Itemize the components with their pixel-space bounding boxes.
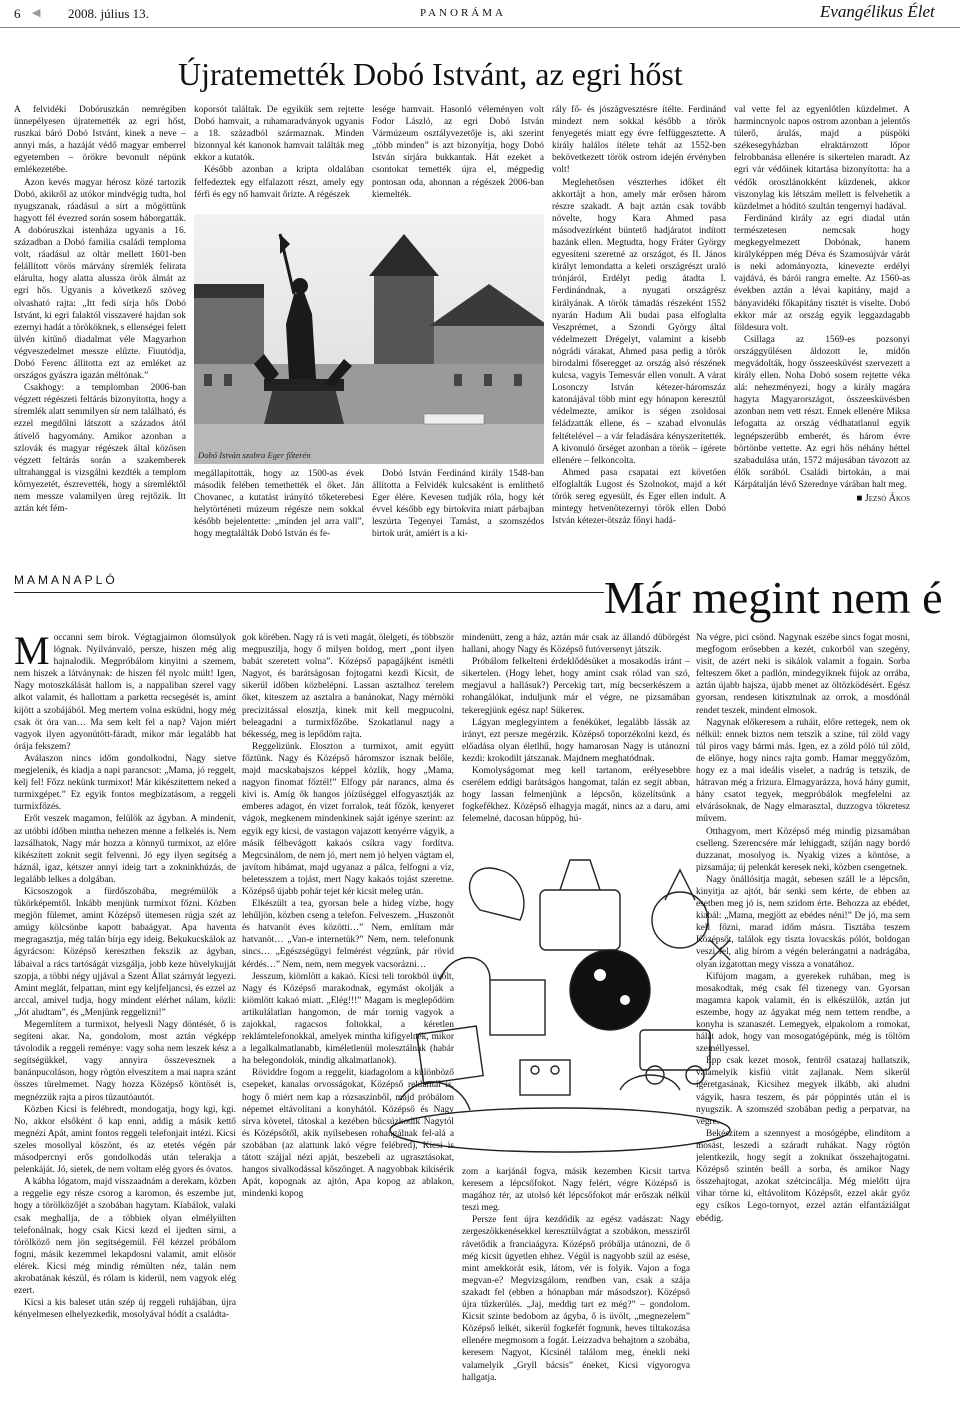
paragraph: Persze fent újra kezdődik az egész vadászat: Nagy zergeszökkenésekkel keresztülvágtat a szobákon, messziről rávetődik a franciaágyra. Középső próbálja utánozni, de ő még kicsit ügyetlen ehhez. Végül is nagyobb szül az esése, mint amekkorát esik, látom, vér is folyik. Vajon a foga megvan-e? Megvizsgálom, rendben van, csak a szája szakadt fel (ebben a hónapban már másodszor). Középső újra tűzkerülés. „Jaj, meddig tart ez még?” – gondolom. Kicsit szinte bedobom az ágyba, ő is üvölt, „megnezelem” Középső lelkét, sikerül fogkefét fognunk, heves tiltakozása ellenére megmosom a fogát. Leizzadva behajtom a szobába, keresem Nagyot, Kicsinél találom meg, énekli neki valamelyik „Gryll bácsis” éneket, Kicsi vigyorogva hallgatja.: [462, 1215, 690, 1383]
paragraph: val vette fel az egyenlőtlen küzdelmet. A harmincnyolc napos ostrom azonban a jelentős túlerő, árulás, majd a püspöki székesegyházban elraktározott lőpor felrobbanása ellenére is sikertelen maradt. Az egri vár védőinek kitartása bizonyította: ha a védők oroszlánokként küzdenek, akkor viszonylag kis létszám mellett is felvehetik a küzdelmet a hódító szultán tengernyi hadával.: [734, 105, 910, 212]
paragraph: Na végre, pici csönd. Nagynak eszébe sincs fogat mosni, megfogom erősebben a kezét, cukorból van szegény, visit, de azért neki is sikálok valamit a fogain. Sorba felteszem őket a padlón, mindegyiknek fújok az orrába, aztán újabb hajsza, újabb menet az öltözködésért. Egész gyorsan, rendesen kitisztulnak az orrok, a mosdónál rendet teszek, mindent elmosok.: [696, 633, 910, 716]
paragraph: Megemlítem a turmixot, helyesli Nagy döntését, ő is segíteni akar. Na, gondolom, most aztán végképp távolodik a reggeli reménye: vagy soha nem leszek kész a segítségükkel, vagy annyira összevesznek a banánpucoláson, hogy rögtön elveszítem a mai napra szánt összes türelmemet. Nagy hozza Középső köntösét is, megnézzük rajta a piros tűzautóautót.: [14, 1020, 236, 1103]
author-name: Jezsó Ákos: [864, 493, 910, 504]
paragraph: Később azonban a kripta oldalában felfedeztek egy elfalazott részt, amely egy férfi és egy nő hamvait őrizte. A régészek: [194, 165, 364, 200]
paragraph: Dobó István Ferdinánd király 1548-ban állította a Felvidék kulcsaként is említhető Eger élére. Kevesen tudják róla, hogy két évvel később egy birtokvita miatt párbajban leszúrta Tegenyei Tamást, a szomszédos birtok urát, amiért is a ki-: [372, 469, 544, 540]
paragraph: Erőt veszek magamon, felülök az ágyban. A mindenit, az utóbbi időben mintha nehezen menne a felkelés is. Nem lazsálhatok, Nagy már hozza a könnyű turmixot, az előre kikészített zoknit segít felvenni. Jó egy ilyen segítség a háznál, igaz, kétszer annyi ideig tart a zokninkhúzás, de legalább lelkes a dolgában.: [14, 814, 236, 885]
paragraph: Bekészítem a szennyest a mosógépbe, elindítom a mosást, leszedi a száradt ruhákat. Nagy rögtön jelentkezik, hogy segít a zoknikat összehajtogatni. Középső szintén beáll a sorba, és amikor Nagy összehajtogat, azokat szétcincálja. Még mielőtt újra vihar törne ki, eltávolítom Középsőt, ezzel akár győz egy csíkos Lego-tornyot, ezzel aztán elfantáziálgat ebédig.: [696, 1128, 910, 1224]
paragraph: Ahmed pasa csapatai ezt követően elfoglalták Lugost és Szolnokot, majd a két török sereg egyesült, és Eger ellen indult. A mintegy hetvenötezernyi török ellen Dobó István kétezer-ötszáz főnyi hadá-: [552, 467, 726, 527]
paragraph: A kábha lógatom, majd visszaadnám a derekam, közben a reggelie egy része csorog a karomon, és eszembe jut, hogy a törölközőjét a szobában hagytam. Kiabálok, valaki csak meghallja, de a többiek olyan elmélyülten telefonálnak, hogy csak Kicsi kezd el ijedten sírni, a törölköző nem jön segítségemül. Fél kézzel próbálom fogni, másik kezemmel lekapdosni valamit, amit elösör elérek. Kicsi még mindig rémülten néz, talán nem akrobatának készül, és rólam is kiderül, nem vagyok elég ezert.: [14, 1177, 236, 1297]
paragraph: leségе hamvait. Hasonló véleményen volt Fodor László, az egri Dobó István Vármúzeum osztályvezetője is, aki szerint „több minden” is azt bizonyítja, hogy Dobó István sírjára bukkantak. Hát ezeket a csontokat temették újra el, mégpedig pontosan oda, ahonnan a régészek 2006-ban kiemelték.: [372, 105, 544, 200]
article2-column-3-bottom: [462, 1166, 690, 1410]
article1-column-1: [14, 104, 186, 560]
paragraph: Aválaszon nincs időm gondolkodni, Nagy sietve megjelenik, és kiadja a napi parancsot: „Mama, jó reggelt, kelj fel! Főzz nekünk turmixot! Már kikészítettem neked a turmixgépet.” Ez egyik fontos megbízatásom, a reggeli turmixfőzés.: [14, 753, 236, 813]
statue-photo: [194, 214, 544, 464]
article1-column-3-top: [372, 104, 544, 210]
paragraph: Komolyságomat meg kell tartanom, erélyesebbre cserélem eddigi barátságos hangomat, talán ez segít abban, hogy lassan felmenjünk a lépcsőn, közelítsünk a fogkefékhez. Középső elhagyja magát, nincs az a daru, ami felemelné, dacosan hüppög, hú-: [462, 766, 690, 825]
section-rule: [14, 592, 604, 593]
page-header: [0, 0, 960, 30]
article1-column-2-bottom: [194, 468, 364, 560]
article-title: Újratemették Dobó Istvánt, az egri hőst: [178, 56, 683, 92]
paragraph: Épp csak kezet mosok, fentről csatazaj hallatszik, valamelyik kisfiú vitát zajlanak. Nem sikerül ígéretgasának, Kicsihez megyek ilkább, aki aludni vágyik, hasra teszem, és pár pöppintés után el is nyugszik. A szomszéd szobában pedig a perpatvar, na végre.: [696, 1056, 910, 1127]
article1-column-3-bottom: [372, 468, 544, 560]
paragraph: mindenütt, zeng a ház, aztán már csak az állandó dübörgést hallani, ahogy Nagy és Középső futóversenyt játszik.: [462, 633, 690, 656]
paragraph: rály fő- és jószágvesztésre ítélte. Ferdinánd mindezt nem sokkal később a török fenyegetés miatt egy évre felfüggesztette. A király halálos ítélete tehát az 1552-ben bekövetkezett török ostrom idején érvényben volt!: [552, 105, 726, 176]
prev-page-arrow-icon: ◀: [32, 7, 41, 19]
paragraph: Csillaga az 1569-es pozsonyi országgyűlésen áldozott le, midőn megvádolták, hogy összeesküvést szervezett a király ellen. Noha Dobó sosem rejtette véka alá: nehezményezi, hogy a király magára hagyta Magyarországot, összeesküvésben azonban nem vett részt. Ennek ellenére Miksa lefogatta az ország védhatatlanul egyik legnépszerűbb emberét, és három évre börtönbe vettette. Az egri hős néhány héttel szabadulása után, 1572 májusában távozott az élők sorából. Családi birtokán, a mai Kárpátalján lévő Szerednye várában halt meg.: [734, 334, 910, 490]
paragraph: Meglehetősen vészterhes időket élt akkortájt a hon, amely már erősen három részre szakadt. A bajt aztán csak tovább növelte, hogy Kara Ahmed pasa másodvezírként büntető hadjáratot indított hazánk ellen. Megtudta, hogy Fráter György egyesíteni szeretné az országot, és II. János királyt lemondatta a keleti országrészt uraló trónjáról, Erdélyt pedig átadta I. Ferdinándnak, a nyugati országrész királyának. A török támadás részeként 1552 nyarán Hadum Ali budai pasa elfoglalta Veszprémet, a Szondi György által védelmezett Drégelyt, valamint a kisebb nógrádi várakat, Ahmed pasa pedig a török birodalmi főseregget az ország alsó részének kulcsa, vagyis Temesvár ellen vonult. A várat Losonczy István kétezer-háromszáz katonájával több mint egy hónapon keresztül védelmezte, amikor is ségen zsoldosai feládzatták ellene, és – szabad elvonulás feltételével – a vár feladására kényszerítették. A kivonuló őrséget azonban a török – ígérete ellenére – felkoncolta.: [552, 177, 726, 466]
article2-column-4: [696, 632, 910, 1410]
paragraph: gok körében. Nagy rá is veti magát, ölelgeti, és többször megpuszilja, hogy ő milyen boldog, mert „pont ilyen babát szeretett volna”. Középső papagájként ismétli Nagyot, és barátságosan fojtogatni kezdi Kicsit, de sikerül időben közbelépni. Lassan asztalhoz terelem őket, kiteszem az asztalra a banánokat, Nagy mérnöki precizitással elosztja, kinek mit kell megpucolni, beleagadni a turmixfőzőbe. Szokatlanul nagy a békesség, meg is lepődöm rajta.: [242, 633, 454, 740]
paragraph: Elkészült a tea, gyorsan bele a hideg vízbe, hogy lehűljön, közben cseng a telefon. Felveszem. „Huszonöt és hatvanöt éves közötti…” Nem, említam már hatvanöt… „Van-e internetük?” Nem, nem. telefonunk sincs… „Egészségügyi felmérést végzünk, pár rövid kérdés…” Nem, nem, nem megyek vacsorázni…: [242, 899, 454, 970]
paragraph: Nagy önállósítja magát, sebesen száll le a lépcsőn, kinyitja az ajtót, bár senki sem kérte, de ebben az esetben meg jó is, nem szidom érte. Behozza az ebédet, kiabál: „Mama, megjött az ebédes néni!” De jó, ma sem kell főzni, marad időm másra. Tisztába teszem Középsőt, találok egy tiszta lovacskás pólót, boldogan veszi fel, alig bírom a végén belerángatni a nadrágába, olyan izgatottan megy vissza a vonatához.: [696, 874, 910, 970]
paragraph: Kifújom magam, a gyerekek ruhában, meg is mosakodtak, még csak fél tizenegy van. Gyorsan magamra kapok valamit, én is elkészülök, aztán jut eszembe, hogy az ágyakat még nem tettem rendbe, a konyha is szanaszét. Lemegyek, elpakolom a romokat, hálát adok, hogy van mosogatógépünk, még is töltöm személlyessel.: [696, 971, 910, 1055]
paragraph: Lágyan meglegyintem a fenéküket, legalább lássák az irányt, ezt persze megérzik. Középső toporzékolni kezd, és előadása olyan életlhű, hogy hamarosan Nagy is utánozni kezdi: krokodilt játszanak. Majdnem meghatódnak.: [462, 717, 690, 764]
article2-column-3-top: [462, 632, 690, 850]
paragraph: Otthagyom, mert Középső még mindig pizsamában cselleng. Szerencsére már lehiggadt, szíján nagy bordó duzzanat, mosolyog is. Nyakig vizes a köntöse, a pizsamája; új pelenkát keresek neki, közben csengetnek.: [696, 826, 910, 873]
paragraph: Röviddre fogom a reggelit, kiadagolom a különböző csepeket, kanalas orvosságokat, Középső reklamál is, hogy ő miért nem kap a rózsaszínből, majd próbálom népemet eltávolítani a konyhától. Középső és Nagy sírva követel, tátoskal a kezében bűcsúzkodik Nagytól és Középsőtől, akik nyílsebesen rohangálnak fel-alá a szobában (az alattunk lakó végre felébred), Kicsi is tátott szájjal nézi apját, beszebeli az ugrasztásokat, hangos sivalkodással kőszőnget. A nagyobbak kikísérik Apát, kopognak az ajtón, Apa kopog az ablakon, mindenki kopog: [242, 1068, 454, 1200]
article1-column-4: [552, 104, 726, 560]
paragraph: Azon kevés magyar hérosz közé tartozik Dobó, akikről az utókor mindvégig tudta, hol nyugszanak, ráadásul a sírt a mögöttünk hagyott fél évezred során sosem háborgatták. A dobóruszkai istenháza ugyanis a 16. században a Dobó família családi temploma volt, ráadásul az oltár mellett 1601-ben felállított vörös márvány síremlék felirata elárulta, hogy alatta alussza örök álmát az egri hős. Ugyanis a következő szöveg olvasható rajta: „Itt fedi sírja hős Dobó Istvánt, ki egri falaktól visszaveré hajdan sok ezernyi hadát a törököknek, s ellenségei felett ülvén kitűnő diadalmat véle Magyarhon végveszedelmet messze elűzte. Fiuutódja, Dobó Ferenc állította ezt az emléket az országos gyászra igazán méltónak.”: [14, 177, 186, 382]
drop-cap: M: [14, 632, 50, 673]
paragraph: Kicsi a kis baleset után szép új reggeli ruhájában, újra kényelmesen elhelyezkedik, mosolyával hódít a családta-: [14, 1298, 236, 1321]
paragraph: Ferdinánd király az egri diadal után természetesen nemcsak hogy megkegyelmezett Dobónak, hanem királyképpen még Déva és Szamosújvár várát is neki adományozta, kinevezte erdélyi vajdává, és bárói rangra emelte. Az 1560-as években aztán a lévai kapitány, majd a bányavidéki főkapitány tisztét is viselte. Dobó ekkor már az ország egyik leggazdagabb földesura volt.: [734, 213, 910, 333]
paragraph: megállapították, hogy az 1500-as évek második felében temethették el őket. Ján Chovanec, a kutatást irányító tőketerebesi helytörténeti múzeum régésze nem sokkal később bejelentette: „minden jel arra vall”, hogy megtalálták Dobó István és fe-: [194, 469, 364, 540]
paragraph: koporsót találtak. De egyikük sem rejtette Dobó hamvait, a ruhamaradványok ugyanis a 18. századból származnak. Minden bizonnyal két kanonok hamvait találták meg ekkor a kutatók.: [194, 105, 364, 164]
page-number: 6: [14, 6, 21, 21]
paragraph: Reggelizünk. Eloszton a turmixot, amit együtt főztünk. Nagy és Középső háromszor isznak belőle, majd macskabajszos képpel közlik, hogy „Mama, nagyon finomat főztél!” Elfogy pár narancs, alma és kivi is. Amíg ők hangos jóízűséggel elfogyasztják az emberes adagot, én vizet forralok, teát főzök, kenyeret vágok, megkenem mindenkinek saját igénye szerint: az egyik egy kicsi, de vastagon vajazott kenyérre vágyik, a másik félbevágott kakaós csíkra vagy fordítva. Megcsinálom, de nem jó, mert nem jó helyen vágtam el, javítom hibámat, majd ugyanaz a pálca, felfogni a víz, beletesszem a tojást, mert Nagy kakaós tojást szeretne. Középső újabb pohár tejet kér kicsit meleg után.: [242, 741, 454, 897]
column-section-label: MAMANAPLÓ: [14, 573, 118, 587]
photo-caption: Dobó István szobra Eger főterén: [198, 450, 311, 460]
article2-title: Már megint nem é: [604, 572, 943, 623]
article1-column-2-top: [194, 104, 364, 210]
author-square-icon: ■: [856, 493, 865, 504]
toys-drawing: [380, 830, 740, 1160]
paragraph: Próbálom felkelteni érdeklődésüket a mosakodás iránt – sikertelen. (Hogy lehet, hogy amint csak rólad van szó, megjavul a hallásuk?) Percekig tart, míg becserkészem a rohangálókat, induljunk már el végre, ne pizsamában tekeregjünk egész nap! Sükeтек.: [462, 657, 690, 716]
article1-column-5: [734, 104, 910, 560]
paragraph: Kicsoszogok a fürdőszobába, megrémülök a tükörképemtől. Inkább menjünk turmixot főzni. Közben megjön fülemet, amint Középső ütemesen rúgja szét az amúgy kölcsönbe kapott babaágyat. Apa haventa megragasztja, még talán bírja egy ideig. Bekukucskálok az ágyrácson: Középső keresztben fekszik az ágyban, lábaival a rács tartóságát vizsgálja, jobb keze hüvelykujját szopja, a többi négy ujjával a Szent Állat szárnyát legyezi. Amint meglát, felpattan, mint egy keljfeljancsi, és ezzel az arccal, amivel tudja, hogy mindent elérhet nálam, közli: „Jót aludtam”, és „Menjünk reggelizni!”: [14, 886, 236, 1018]
issue-date: 2008. július 13.: [68, 6, 149, 21]
header-rule: [0, 27, 960, 28]
article-author: [734, 493, 910, 505]
paragraph: zom a karjánál fogva, másik kezemben Kicsit tartva keresem a lépcsőfokot. Nagy felért, végre Középső is magához tér, az utolsó két lépcsőfokot már erőszak nélkül teszi meg.: [462, 1167, 690, 1214]
paragraph: [14, 632, 236, 753]
paragraph: Jesszum, kiömlött a kakaó. Kicsi teli torokból üvölt, Nagy és Középső marakodnak, egymást okolják a kiömlött kakaó miatt. „Elég!!!” Magam is meglepődöm artikulálatlan hangomon, de már tornig vagyok a zajokkal, ragacsos foltokkal, a kéretlen reklámtelefonokkal, amelyek mintha kifigyelnék, mikor a legalkalmatlanabb, kiméletlenül molesztálnak (habár ha belegondolok, mindig alkalmatlanok).: [242, 971, 454, 1067]
toys-illustration: [380, 830, 740, 1160]
paragraph: Nagynak előkeresem a ruháit, előre rettegek, nem ok nélkül: ennek biztos nem tetszik a színe, túl zöld vagy túl piros vagy bármi más. Igen, ez a zöld póló túl zöld, de előnye, hogy nincs rajta gomb. Hamar meggyőzöm, hogy ez a mai ideális viselet, a nadrág is tetszik, de hátravan még a frizura. Elmagyarázza, hová hány gumit, hány csatot tegyek, megpróbálok megfelelni az elvárásoknak, de Nagy elmarasztal, duzzogva tökretesz művem.: [696, 717, 910, 825]
article2-column-1: [14, 632, 236, 1410]
paragraph-text: occanni sem bírok. Végtagjaimon ólomsúlyok lógnak. Nyilvánvaló, persze, hiszen még alig hajnalodik. Megpróbálom kinyitni a szemem, nem hiszek a látványnak: de hiszen fél nyolc múlt! Igen, Nagy motoszkálását hallom is, a nappaliban szerel vagy alkot valamit, és hallottam a parketta recsegését is, amint kijött a szobájából. Meg mertem volna esküdni, hogy még csak öt óra van… Ma sem kelt fel a nap? Vajon miért vagyok ilyen agyonütött-fáradt, mikor már legalább hat órája fekszem?: [14, 633, 236, 752]
paragraph: Csakhogy: a templomban 2006-ban végzett régészeti feltárás bizonyította, hogy a síremlék alatt semmilyen sír nem található, és ezzel megdőlni látszott a százados ától átívelő hagyomány. Amikor azonban a szlovák és magyar régészek által közösen végzett feltárás során a szakemberek ultrahanggal is vizsgálni kezdték a templom környezetét, észrevették, hogy a síremléktől nem messze valamilyen üreg rejtőzik. Itt aztán két fém-: [14, 383, 186, 515]
publication-logo: Evangélikus Élet: [820, 2, 935, 21]
statue-photo-image: [194, 214, 544, 464]
paragraph: Közben Kicsi is felébredt, mondogatja, hogy kgi, kgi. No, akkor elsőként ő kap enni, addig a másik kettő megnézi Apát, amint fontos reggeli telefonjait intézi. Kicsi szeles mosollyal köszönt, és az etetés végén pár másodpercnyi erős gondolkodás után telerakja a pelenkáját. Jó, sietek, de nem voltam elég gyors és óvatos.: [14, 1104, 236, 1176]
section-name: PANORÁMA: [420, 7, 506, 19]
paragraph: A felvidéki Dobóruszkán nemrégiben ünnepélyesen újratemették az egri hőst, ruszkai báró Dobó Istvánt, kinek a neve – annyi más, a hazáját védő magyar emberrel egyetemben – örökre bevonult népünk emlékezetébe.: [14, 105, 186, 176]
